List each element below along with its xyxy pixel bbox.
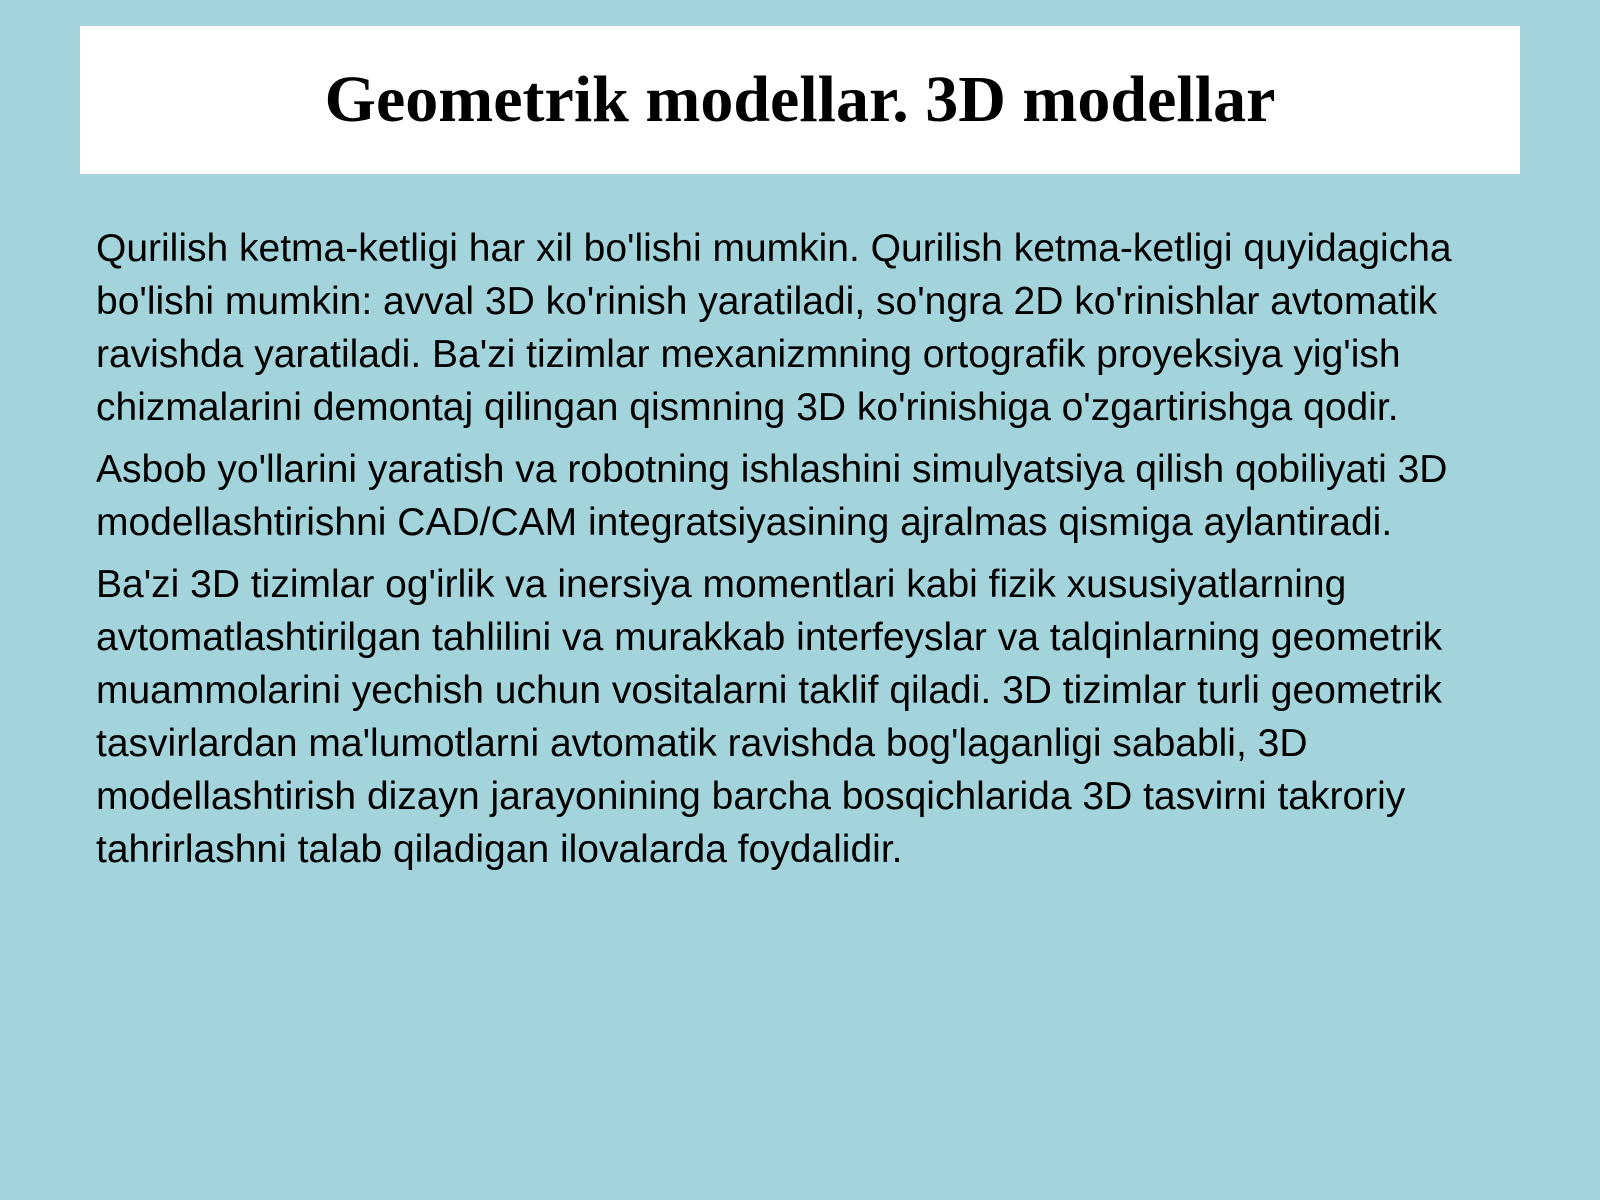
title-box <box>80 26 1520 174</box>
slide-body <box>96 222 1516 885</box>
paragraph-1: Qurilish ketma-ketligi har xil bo'lishi mumkin. Qurilish ketma-ketligi quyidagicha bo'lishi mumkin: avval 3D ko'rinish yaratiladi, so'ngra 2D ko'rinishlar avtomatik ravishda yaratiladi. Ba'zi tizimlar mexanizmning ortografik proyeksiya yig'ish chizmalarini demontaj qilingan qismning 3D ko'rinishiga o'zgartirishga qodir. <box>96 227 1452 429</box>
paragraph-2: Asbob yo'llarini yaratish va robotning ishlashini simulyatsiya qilish qobiliyati 3D modellashtirishni CAD/CAM integratsiyasining ajralmas qismiga aylantiradi. <box>96 448 1448 544</box>
paragraph-3: Ba'zi 3D tizimlar og'irlik va inersiya momentlari kabi fizik xususiyatlarning avtomatlashtirilgan tahlilini va murakkab interfeyslar va talqinlarning geometrik muammolarini yechish uchun vositalarni taklif qiladi. 3D tizimlar turli geometrik tasvirlardan ma'lumotlarni avtomatik ravishda bog'laganligi sababli, 3D modellashtirish dizayn jarayonining barcha bosqichlarida 3D tasvirni takroriy tahrirlashni talab qiladigan ilovalarda foydalidir. <box>96 563 1443 871</box>
slide-title: Geometrik modellar. 3D modellar <box>324 63 1276 136</box>
